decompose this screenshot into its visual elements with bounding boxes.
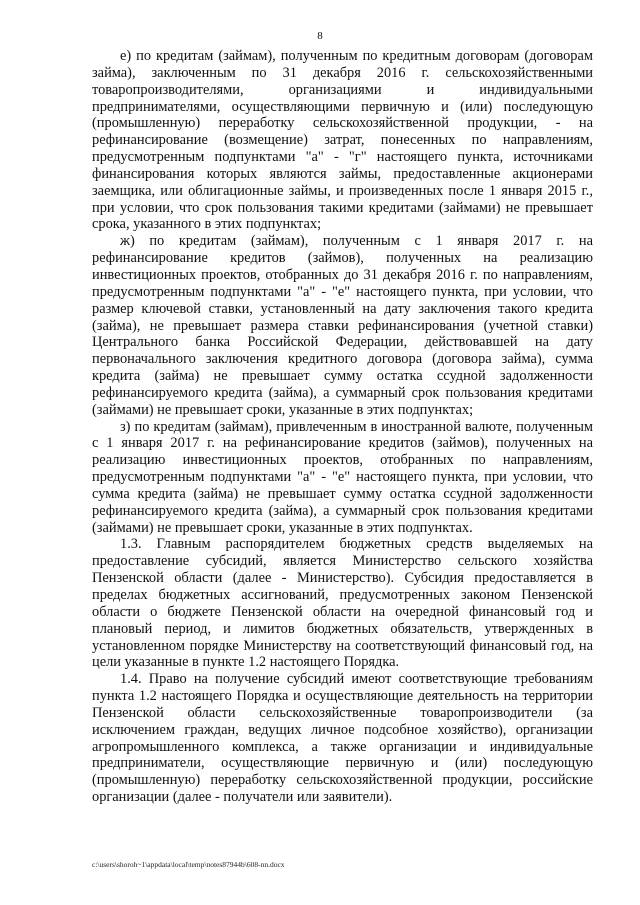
- page-number: 8: [317, 30, 323, 42]
- paragraph-subitem-z: з) по кредитам (займам), привлеченным в иностранной валюте, полученным с 1 января 2017 г. на рефинансирование кредитов (займов), полученных на реализацию инвестиционных проектов, отобранных по направлениям, предусмотренным подпунктами "а" - "е" настоящего пункта, при условии, что сумма кредита (займа) не превышает сумму остатка ссудной задолженности рефинансируемого кредита (займа), а суммарный срок пользования кредитами (займами) не превышает сроки, указанные в этих подпунктах.: [92, 418, 593, 536]
- paragraph-subitem-e: е) по кредитам (займам), полученным по кредитным договорам (договорам займа), заключенным по 31 декабря 2016 г. сельскохозяйственными товаропроизводителями, организациями и индивидуальными предпринимателями, осуществляющими первичную и (или) последующую (промышленную) переработку сельскохозяйственной продукции, - на рефинансирование (возмещение) затрат, понесенных по направлениям, предусмотренным подпунктами "а" - "г" настоящего пункта, источниками финансирования которых являются займы, предоставленные акционерами заемщика, или облигационные займы, и произведенных после 1 января 2015 г., при условии, что срок пользования такими кредитами (займами) не превышает срока, указанного в этих подпунктах;: [92, 48, 593, 233]
- paragraph-1-3: 1.3. Главным распорядителем бюджетных средств выделяемых на предоставление субсидий, является Министерство сельского хозяйства Пензенской области (далее - Министерство). Субсидия предоставляется в пределах бюджетных ассигнований, предусмотренных законом Пензенской области о бюджете Пензенской области на очередной финансовый год и плановый период, и лимитов бюджетных обязательств, утвержденных в установленном порядке Министерству на соответствующий финансовый год, на цели указанные в пункте 1.2 настоящего Порядка.: [92, 536, 593, 671]
- paragraph-1-4: 1.4. Право на получение субсидий имеют соответствующие требованиям пункта 1.2 настоящего Порядка и осуществляющие деятельность на территории Пензенской области сельскохозяйственные товаропроизводители (за исключением граждан, ведущих личное подсобное хозяйство), организации агропромышленного комплекса, а также организации и индивидуальные предприниматели, осуществляющие первичную и (или) последующую (промышленную) переработку сельскохозяйственной продукции, российские организации (далее - получатели или заявители).: [92, 671, 593, 806]
- paragraph-subitem-zh: ж) по кредитам (займам), полученным с 1 января 2017 г. на рефинансирование кредитов (займов), полученных на реализацию инвестиционных проектов, отобранных до 31 декабря 2016 г. по направлениям, предусмотренным подпунктами "а" - "е" настоящего пункта, при условии, что размер ключевой ставки, установленный на дату заключения такого кредита (займа), не превышает размера ставки рефинансирования (учетной ставки) Центрального банка Российской Федерации, действовавшей на дату первоначального заключения кредитного договора (договора займа), сумма кредита (займа) не превышает сумму остатка ссудной задолженности рефинансируемого кредита (займа), а суммарный срок пользования кредитами (займами) не превышает сроки, указанные в этих подпунктах;: [92, 233, 593, 418]
- file-path-footer: c:\users\shoroh~1\appdata\local\temp\notes87944b\608-nn.docx: [92, 860, 285, 869]
- document-body: [92, 48, 593, 806]
